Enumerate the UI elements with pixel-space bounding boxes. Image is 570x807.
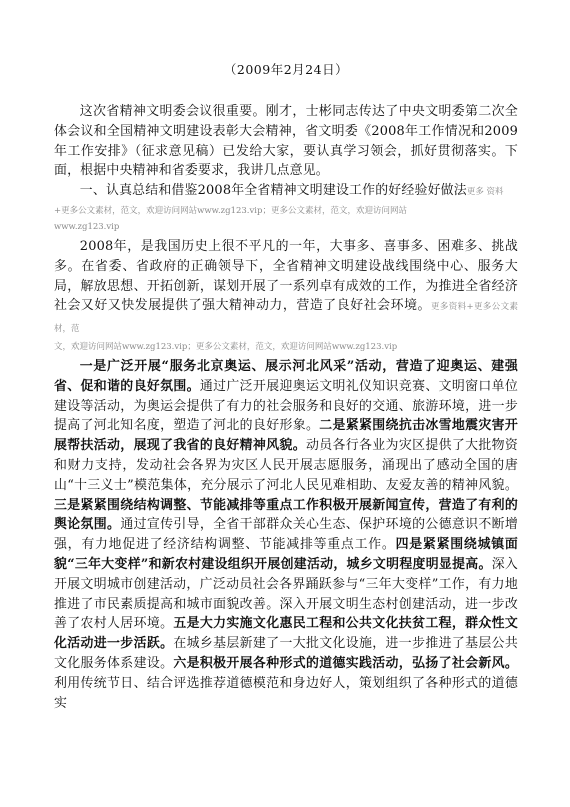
achievement-6-text: 利用传统节日、结合评选推荐道德模范和身边好人，策划组织了各种形式的道德实 xyxy=(54,675,518,711)
achievement-5-heading: 五是大力实施文化惠民工程和公共文化扶贫工程，群众性文化活动进一步活跃。 xyxy=(54,616,518,652)
ad-text: 更多资料+更多公文素材，范 xyxy=(54,302,519,335)
achievement-3-heading: 三是紧紧围绕结构调整、节能减排等重点工作积极开展新闻宣传，营造了有利的舆论氛围。 xyxy=(54,497,518,533)
achievement-5-text: 在城乡基层新建了一大批文化设施，进一步推进了基层公共文化服务体系建设。 xyxy=(54,636,518,671)
ad-line: www.zg123.vip xyxy=(54,221,120,232)
paragraph-text: 2008年，是我国历史上很不平凡的一年，大事多、喜事多、困难多、挑战多。在省委、省政府的正确领导下，全省精神文明建设战线围绕中心、服务大局，解放思想、开拓创新，谋划开展了一系列卓有成效的工作，为推进全省经济社会又好又快发展提供了强大精神动力，营造了良好社会环境。 xyxy=(54,238,518,314)
achievement-4-text: 深入开展文明城市创建活动，广泛动员社会各界踊跃参与“三年大变样”工作，有力地推进了市民素质提高和城市面貌改善。深入开展文明生态村创建活动，进一步改善了农村人居环境。 xyxy=(54,556,518,632)
section-heading-1 xyxy=(54,181,518,203)
achievement-6-heading: 六是积极开展各种形式的道德实践活动，弘扬了社会新风。 xyxy=(173,655,518,671)
document-page xyxy=(54,60,518,713)
achievement-4-heading: 四是紧紧围绕城镇面貌“三年大变样”和新农村建设组织开展创建活动，城乡文明程度明显提高。 xyxy=(54,537,518,572)
ad-line: 文，欢迎访问网站www.zg123.vip；更多公文素材，范文，欢迎访问网站www.zg123.vip xyxy=(54,341,398,352)
paragraph-2008-summary xyxy=(54,237,518,340)
paragraph-achievements xyxy=(54,357,518,713)
achievement-1-heading: 一是广泛开展“服务北京奥运、展示河北风采”活动，营造了迎奥运、建强省、促和谐的良好氛围。 xyxy=(54,358,518,394)
achievement-3-text: 通过宣传引导，全省干部群众关心生态、保护环境的公德意识不断增强，有力地促进了经济结构调整、节能减排等重点工作。 xyxy=(54,517,519,553)
achievement-1-text: 通过广泛开展迎奥运文明礼仪知识竞赛、文明窗口单位建设等活动，为奥运会提供了有力的社会服务和良好的交通、旅游环境，进一步提高了河北知名度，塑造了河北的良好形象。 xyxy=(54,378,518,434)
section-heading-text: 一、认真总结和借鉴2008年全省精神文明建设工作的好经验好做法 xyxy=(79,183,467,199)
ad-line: +更多公文素材，范文，欢迎访问网站www.zg123.vip；更多公文素材，范文，欢迎访问网站 xyxy=(54,205,407,216)
intro-paragraph: 这次省精神文明委会议很重要。刚才，士彬同志传达了中央文明委第二次全体会议和全国精神文明建设表彰大会精神，省文明委《2008年工作情况和2009年工作安排》（征求意见稿）已发给大家，要认真学习领会，抓好贯彻落实。下面，根据中央精神和省委要求，我讲几点意见。 xyxy=(54,104,518,179)
achievement-2-heading: 二是紧紧围绕抗击冰雪地震灾害开展帮扶活动，展现了我省的良好精神风貌。 xyxy=(54,418,519,454)
achievement-2-text: 动员各行各业为灾区提供了大批物资和财力支持，发动社会各界为灾区人民开展志愿服务，涌现出了感动全国的唐山“十三义士”模范集体，充分展示了河北人民见难相助、友爱友善的精神风貌。 xyxy=(54,438,518,493)
ad-text: 更多 资料 xyxy=(466,187,504,198)
speech-date: （2009年2月24日） xyxy=(223,62,349,77)
